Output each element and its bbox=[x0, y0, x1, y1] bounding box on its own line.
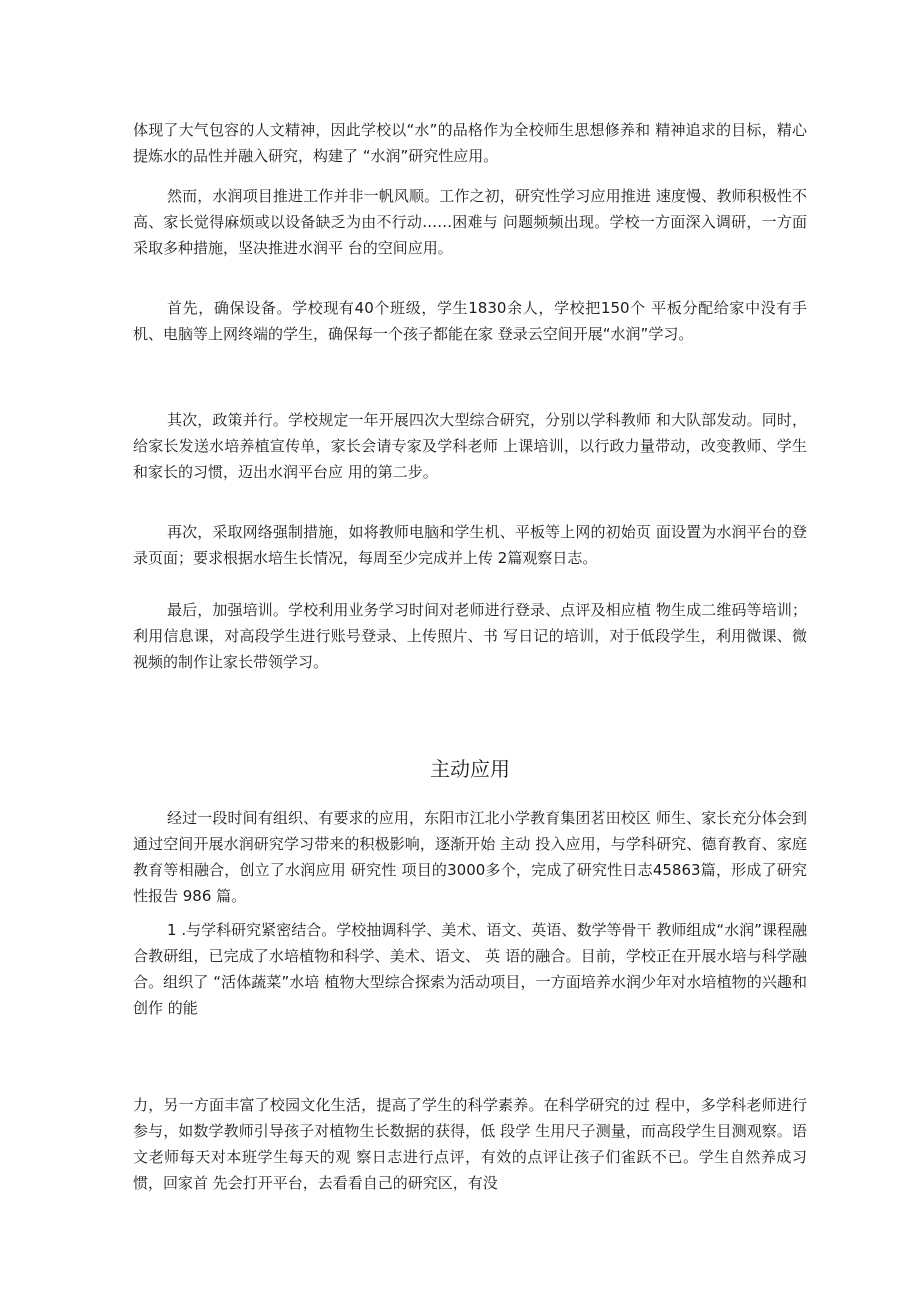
section-heading: 主动应用 bbox=[430, 757, 510, 781]
paragraph-subject-integration: 1 .与学科研究紧密结合。学校抽调科学、美术、语文、英语、数学等骨干 教师组成“水润”课程融合教研组，已完成了水培植物和科学、美术、语文、 英 语的融合。目前，学校正在开展水培与科学融合。组织了 “活体蔬菜”水培 植物大型综合探索为活动项目，一方面培养水润少年对水培植物的兴趣和创作 的能 bbox=[133, 921, 807, 1017]
paragraph-challenges: 然而，水润项目推进工作并非一帆风顺。工作之初，研究性学习应用推进 速度慢、教师积极性不高、家长觉得麻烦或以设备缺乏为由不行动……困难与 问题频频出现。学校一方面深入调研，一方面采取多种措施，坚决推进水润平 台的空间应用。 bbox=[133, 187, 807, 257]
paragraph-intro: 体现了大气包容的人文精神，因此学校以“水”的品格作为全校师生思想修养和 精神追求的目标，精心提炼水的品性并融入研究，构建了 “水润”研究性应用。 bbox=[133, 121, 807, 165]
paragraph-active-application: 经过一段时间有组织、有要求的应用，东阳市江北小学教育集团茗田校区 师生、家长充分体会到通过空间开展水润研究学习带来的积极影响，逐渐开始 主动 投入应用，与学科研究、德育教育、家庭教育等相融合，创立了水润应用 研究性 项目的3000多个，完成了研究性日志45863篇，形成了研究性报告 986 篇。 bbox=[133, 809, 807, 905]
paragraph-training: 最后，加强培训。学校利用业务学习时间对老师进行登录、点评及相应植 物生成二维码等培训；利用信息课，对高段学生进行账号登录、上传照片、书 写日记的培训，对于低段学生，利用微课、微视频的制作让家长带领学习。 bbox=[133, 601, 807, 671]
paragraph-policy: 其次，政策并行。学校规定一年开展四次大型综合研究，分别以学科教师 和大队部发动。同时，给家长发送水培养植宣传单，家长会请专家及学科老师 上课培训，以行政力量带动，改变教师、学生和家长的习惯，迈出水润平台应 用的第二步。 bbox=[133, 411, 807, 481]
paragraph-ensure-devices: 首先，确保设备。学校现有40个班级，学生1830余人，学校把150个 平板分配给家中没有手机、电脑等上网终端的学生，确保每一个孩子都能在家 登录云空间开展“水润”学习。 bbox=[133, 299, 807, 343]
paragraph-subject-integration-continued: 力，另一方面丰富了校园文化生活，提高了学生的科学素养。在科学研究的过 程中，多学科老师进行参与，如数学教师引导孩子对植物生长数据的获得，低 段学 生用尺子测量，而高段学生目测观察。语文老师每天对本班学生每天的观 察日志进行点评，有效的点评让孩子们雀跃不已。学生自然养成习惯，回家首 先会打开平台，去看看自己的研究区，有没 bbox=[133, 1096, 807, 1192]
paragraph-network-measures: 再次，采取网络强制措施，如将教师电脑和学生机、平板等上网的初始页 面设置为水润平台的登录页面；要求根据水培生长情况，每周至少完成并上传 2篇观察日志。 bbox=[133, 523, 807, 567]
